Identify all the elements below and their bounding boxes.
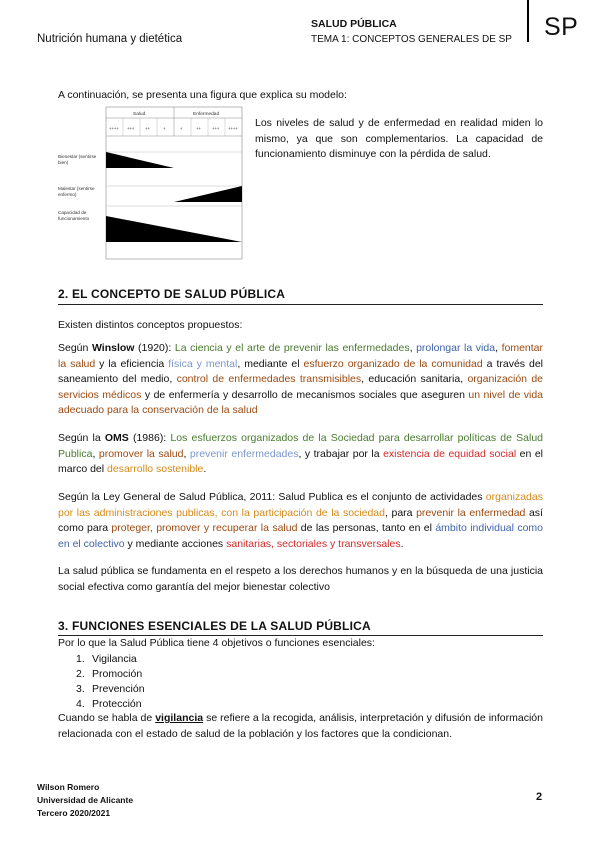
fig-tick: +++ — [127, 126, 135, 131]
figure-explanation: Los niveles de salud y de enfermedad en realidad miden lo mismo, ya que son complementarios. La capacidad de funcionamiento disminuye con la pérdida de salud. — [255, 117, 543, 160]
health-model-chart — [58, 106, 248, 261]
fig-tick: ++ — [145, 126, 150, 131]
fig-tick: ++++ — [228, 126, 238, 131]
footer-info — [37, 781, 133, 820]
functions-list — [76, 652, 145, 712]
page-number: 2 — [536, 791, 543, 803]
list-item: 2. Promoción — [76, 668, 143, 680]
list-item: 1. Vigilancia — [76, 653, 137, 665]
section3-heading: 3. FUNCIONES ESENCIALES DE LA SALUD PÚBLICA — [58, 619, 371, 633]
section2-closing: La salud pública se fundamenta en el respeto a los derechos humanos y en la búsqueda de una justicia social efectiva como garantía del mejor bienestar colectivo — [58, 565, 543, 593]
header-topic: TEMA 1: CONCEPTOS GENERALES DE SP — [311, 34, 512, 45]
header-block — [311, 17, 512, 47]
header-badge: SP — [544, 13, 579, 41]
ley-general-definition: Según la Ley General de Salud Pública, 2011: Salud Publica es el conjunto de actividades organizadas por las administraciones publicas, con la participación de la sociedad, para prevenir la enfermedad así como para proteger, promover y recuperar la salud de las personas, tanto en el ámbito individual como en el colectivo y mediante acciones sanitarias, sectoriales y transversales. — [58, 491, 544, 550]
footer-university: Universidad de Alicante — [37, 795, 134, 805]
bienestar-wedge — [106, 152, 174, 168]
list-item: 3. Prevención — [76, 683, 145, 695]
malestar-wedge — [174, 186, 242, 202]
section3-intro: Por lo que la Salud Pública tiene 4 objetivos o funciones esenciales: — [58, 637, 375, 649]
fig-row-malestar: Malestar (sentirse enfermo) — [58, 186, 95, 197]
fig-tick: +++ — [212, 126, 220, 131]
capacidad-wedge — [106, 216, 242, 242]
fig-tick: + — [180, 126, 183, 131]
fig-col-salud: Salud — [133, 112, 146, 117]
vigilancia-definition: Cuando se habla de vigilancia se refiere a la recogida, análisis, interpretación y difusión de información relacionada con el estado de salud de la población y los factores que la condicionan. — [58, 712, 543, 740]
fig-row-capacidad: Capacidad de funcionamiento — [58, 210, 90, 221]
winslow-definition: Según Winslow (1920): La ciencia y el arte de prevenir las enfermedades, prolongar la vida, fomentar la salud y la eficiencia física y mental, mediante el esfuerzo organizado de la comunidad a través del saneamiento del medio, control de enfermedades transmisibles, educación sanitaria, organización de servicios médicos y de enfermería y desarrollo de mecanismos sociales que aseguren un nivel de vida adecuado para la conservación de la salud — [58, 342, 544, 416]
fig-tick: + — [163, 126, 166, 131]
header-title: SALUD PÚBLICA — [311, 18, 397, 30]
header-subject: Nutrición humana y dietética — [37, 33, 183, 45]
fig-col-enfermedad: Enfermedad — [193, 112, 220, 117]
list-item: 4. Protección — [76, 698, 142, 710]
fig-tick: ++++ — [109, 126, 119, 131]
section2-rule — [58, 304, 543, 305]
fig-row-bienestar: Bienestar (sentirse bien) — [58, 154, 97, 165]
header-divider — [527, 0, 529, 42]
section2-heading: 2. EL CONCEPTO DE SALUD PÚBLICA — [58, 287, 286, 301]
health-model-figure — [58, 106, 248, 261]
intro-text: A continuación, se presenta una figura que explica su modelo: — [58, 89, 347, 101]
oms-definition: Según la OMS (1986): Los esfuerzos organizados de la Sociedad para desarrollar políticas de Salud Publica, promover la salud, prevenir enfermedades, y trabajar por la existencia de equidad social en el marco del desarrollo sostenible. — [58, 432, 544, 475]
footer-course: Tercero 2020/2021 — [37, 808, 111, 818]
footer-author: Wilson Romero — [37, 782, 100, 792]
section2-intro: Existen distintos conceptos propuestos: — [58, 319, 243, 331]
fig-tick: ++ — [196, 126, 201, 131]
